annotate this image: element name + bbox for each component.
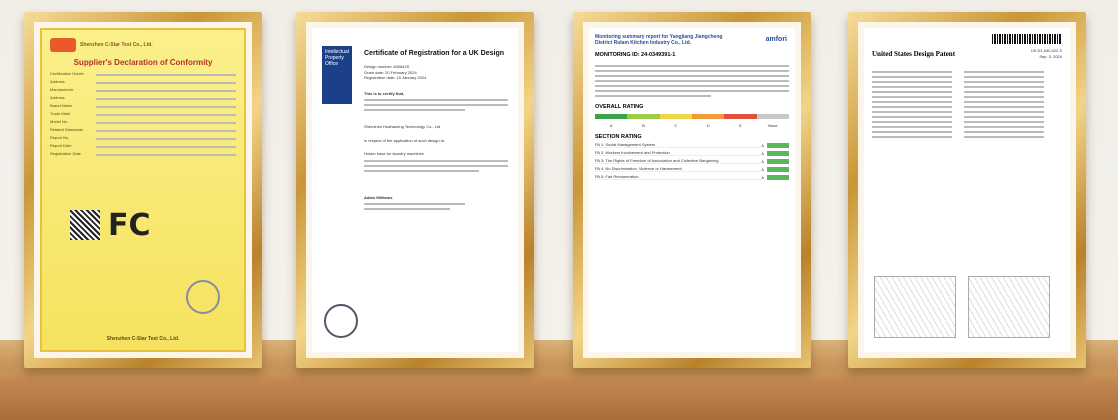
grade-d [692,114,724,119]
section-rating-title: SECTION RATING [595,134,642,140]
us-design-patent [864,28,1070,352]
certify-text: This is to certify that, [364,90,405,96]
section-row: PA 2: Workers Involvement and Protection A [595,150,789,156]
shelf-front-edge [0,378,1118,420]
patent-drawing-left [874,276,956,338]
grade-a [595,114,627,119]
certificate-frame-us-patent [848,12,1086,368]
overall-rating-title: OVERALL RATING [595,104,644,110]
section-row: PA 3: The Rights of Freedom of Association and Collective Bargaining A [595,158,789,164]
report-header: Monitoring summary report for Yangjiang Jiangcheng District Rulam Kitchen Industry Co., Ltd. [595,34,723,46]
amfori-report: Monitoring summary report for Yangjiang Jiangcheng District Rulam Kitchen Industry Co., Ltd. amfori MONITORING ID: 24-0349391-1 OVERALL RATING A B C D E None SECTION RATING PA 1: Social Management System A PA 2: Workers Involvement and Protection A PA 3: The Rights of Freedom of Association and Collective Bargaining A PA 4: No Discrimination, Violence or Harassment A PA 5: Fair Remuneration A [589,28,795,352]
grade-none [757,114,789,119]
grant-date: Grant date: 20 February 2024 [364,69,417,75]
issuer-footer: Shenzhen C-Star Test Co., Ltd. [106,336,180,342]
signatory: Adam Williams [364,194,393,200]
issuer-name: Shenzhen C-Star Test Co., Ltd. [80,42,153,48]
grade-e [724,114,756,119]
grade-b [627,114,659,119]
proprietor: Shenzhen Huahaneng Technology Co., Ltd [364,124,441,129]
fcc-mark: FC [108,208,151,243]
fcc-certificate [40,28,246,352]
certificate-title: Certificate of Registration for a UK Design [364,50,505,57]
ipo-logo: Intellectual Property Office [322,46,352,104]
section-row: PA 5: Fair Remuneration A [595,174,789,180]
registration-date: Registration date: 15 January 2024 [364,75,427,80]
certificate-title: Supplier's Declaration of Conformity [73,58,213,67]
royal-crest-icon [324,304,358,338]
patent-date: Sep. 3, 2024 [1039,53,1062,59]
certificate-frame-amfori [573,12,811,368]
field-list: Certification Holder Address Manufacturer Address Brand Name Trade Mark Model No. Related Standards Report No. Report Date Registration Date [50,71,236,159]
application-text: in respect of the application of such design to: [364,137,446,143]
section-row: PA 1: Social Management System A [595,142,789,148]
monitoring-id: MONITORING ID: 24-0349391-1 [595,52,676,58]
product-text: Holder base for laundry machines [364,151,424,156]
rating-scale [595,114,789,119]
uk-design-certificate [312,28,518,352]
patent-drawing-right [968,276,1050,338]
certificate-frame-uk-design [296,12,534,368]
patent-number: US D1,040,422 S [1030,48,1062,53]
patent-title: United States Design Patent [872,50,956,58]
amfori-logo: amfori [765,36,787,43]
grade-c [660,114,692,119]
qr-code-icon [70,210,100,240]
section-row: PA 4: No Discrimination, Violence or Harassment A [595,166,789,172]
certificate-frame-fcc [24,12,262,368]
barcode-icon [992,34,1062,44]
approved-seal-icon [186,280,220,314]
design-number: Design number: 6008425 [364,64,409,69]
cstar-logo-icon [50,38,76,52]
